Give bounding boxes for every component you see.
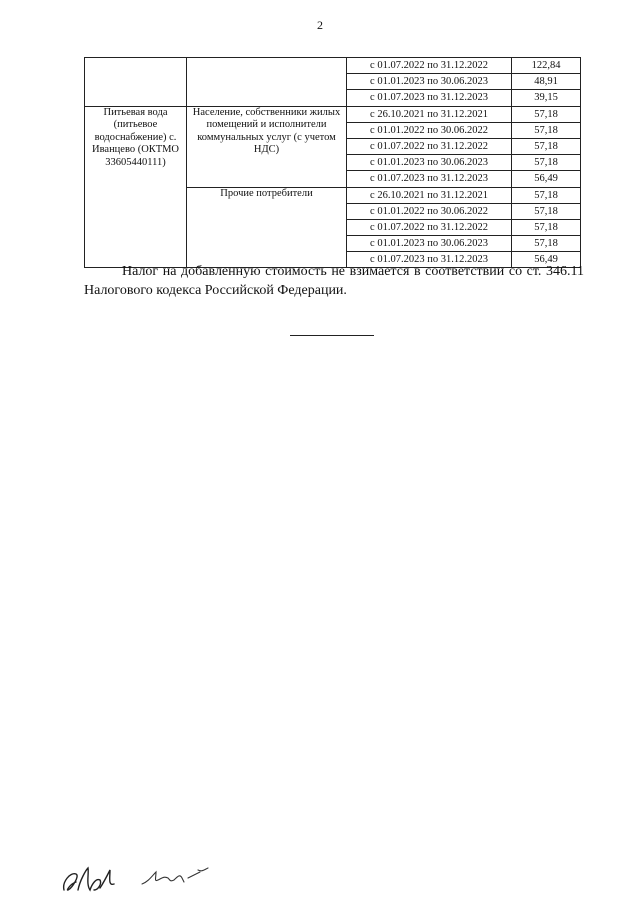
value-cell: 57,18	[512, 203, 581, 219]
vat-note: Налог на добавленную стоимость не взимается в соответствии со ст. 346.11 Налогового кодекса Российской Федерации.	[84, 264, 584, 298]
table-row	[85, 106, 581, 122]
tariff-table	[84, 57, 581, 268]
period-cell: с 01.01.2022 по 30.06.2022	[347, 122, 512, 138]
period-cell: с 26.10.2021 по 31.12.2021	[347, 187, 512, 203]
value-cell: 48,91	[512, 74, 581, 90]
initials-signature	[60, 860, 120, 896]
value-cell: 57,18	[512, 138, 581, 154]
period-cell: с 01.07.2023 по 31.12.2023	[347, 90, 512, 106]
continued-service-cell	[85, 58, 187, 107]
signature	[140, 866, 210, 888]
period-cell: с 01.07.2022 по 31.12.2022	[347, 58, 512, 74]
period-cell: с 01.07.2023 по 31.12.2023	[347, 171, 512, 187]
page-number: 2	[317, 18, 323, 32]
period-cell: с 01.07.2023 по 31.12.2023	[347, 252, 512, 268]
value-cell: 56,49	[512, 171, 581, 187]
value-cell: 57,18	[512, 187, 581, 203]
period-cell: с 01.07.2022 по 31.12.2022	[347, 138, 512, 154]
period-cell: с 01.01.2023 по 30.06.2023	[347, 155, 512, 171]
period-cell: с 01.01.2022 по 30.06.2022	[347, 203, 512, 219]
value-cell: 57,18	[512, 106, 581, 122]
divider-line	[290, 335, 374, 336]
period-cell: с 01.07.2022 по 31.12.2022	[347, 219, 512, 235]
table-row	[85, 58, 581, 74]
value-cell: 57,18	[512, 155, 581, 171]
value-cell: 39,15	[512, 90, 581, 106]
value-cell: 57,18	[512, 122, 581, 138]
value-cell: 57,18	[512, 236, 581, 252]
period-cell: с 01.01.2023 по 30.06.2023	[347, 74, 512, 90]
consumer-group-cell: Прочие потребители	[187, 187, 347, 268]
period-cell: с 01.01.2023 по 30.06.2023	[347, 236, 512, 252]
continued-group-cell	[187, 58, 347, 107]
service-cell: Питьевая вода (питьевое водоснабжение) с. Иванцево (ОКТМО 33605440111)	[85, 106, 187, 268]
consumer-group-cell: Население, собственники жилых помещений и исполнители коммунальных услуг (с учетом НДС)	[187, 106, 347, 187]
period-cell: с 26.10.2021 по 31.12.2021	[347, 106, 512, 122]
value-cell: 56,49	[512, 252, 581, 268]
value-cell: 122,84	[512, 58, 581, 74]
value-cell: 57,18	[512, 219, 581, 235]
